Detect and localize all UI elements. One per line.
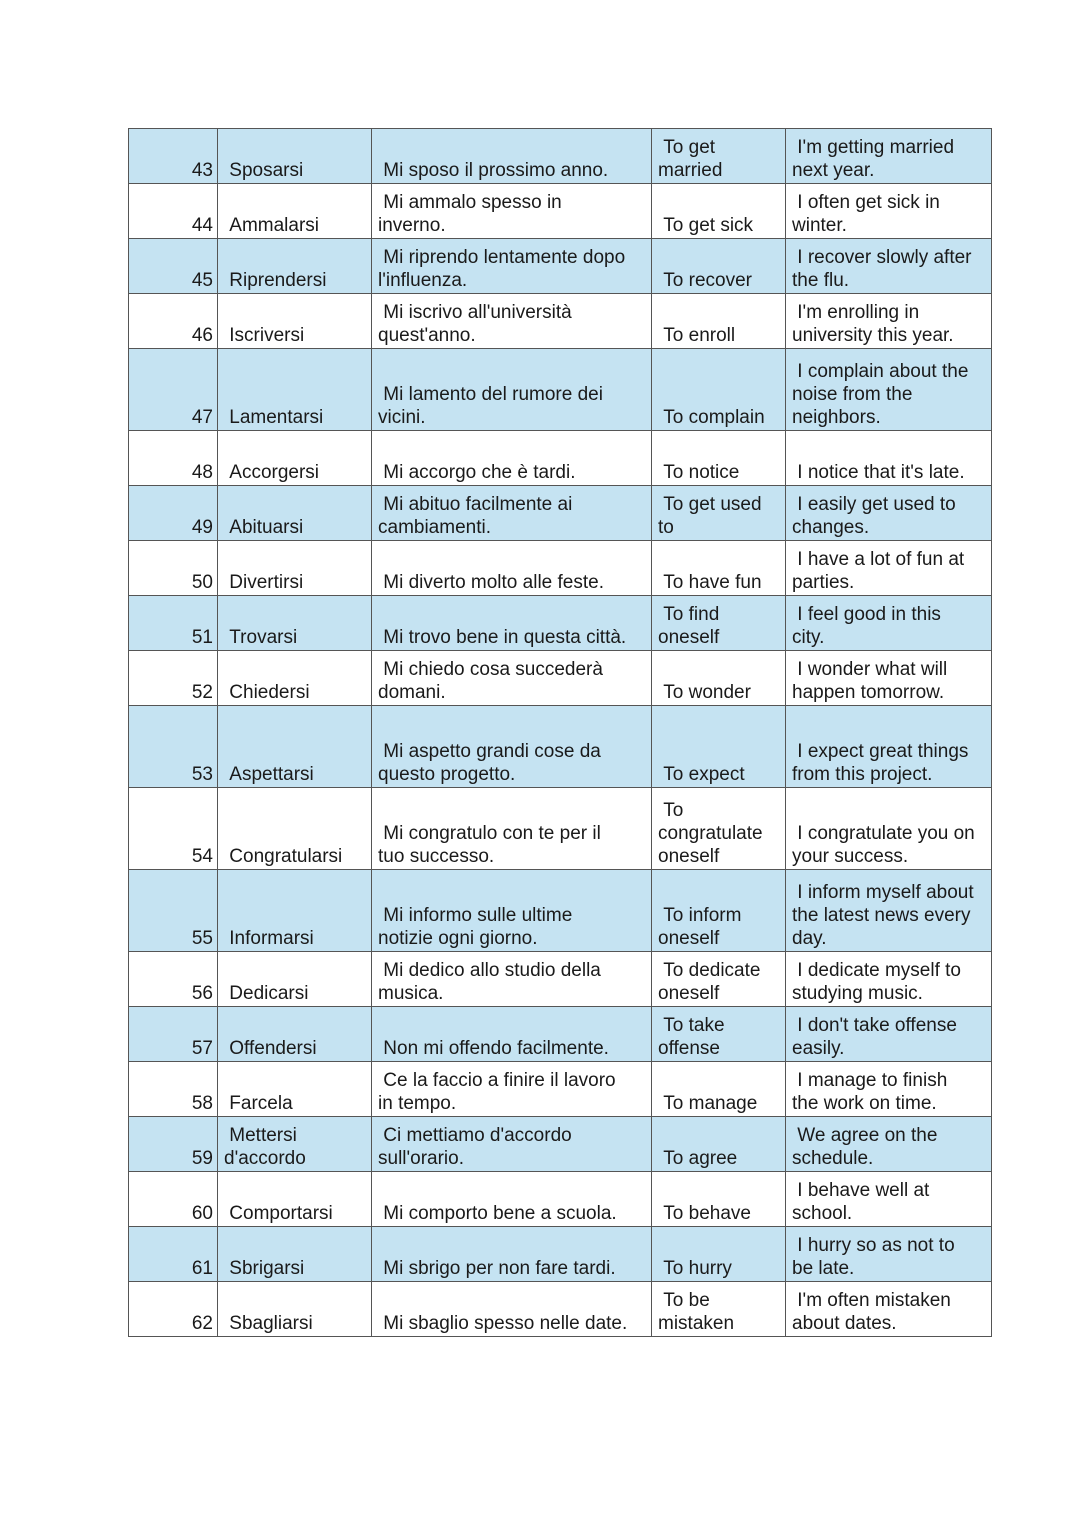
english-meaning: To complain	[652, 349, 786, 431]
english-meaning: To take offense	[652, 1007, 786, 1062]
row-number: 58	[129, 1062, 218, 1117]
row-number: 60	[129, 1172, 218, 1227]
italian-example: Mi sbaglio spesso nelle date.	[372, 1282, 652, 1337]
italian-example: Mi dedico allo studio della musica.	[372, 952, 652, 1007]
row-number: 46	[129, 294, 218, 349]
italian-verb: Accorgersi	[218, 431, 372, 486]
english-meaning: To get used to	[652, 486, 786, 541]
english-translation: I'm often mistaken about dates.	[786, 1282, 992, 1337]
italian-verb: Iscriversi	[218, 294, 372, 349]
english-translation: I inform myself about the latest news every day.	[786, 870, 992, 952]
english-translation: I expect great things from this project.	[786, 706, 992, 788]
row-number: 61	[129, 1227, 218, 1282]
table-row	[129, 788, 992, 870]
italian-verb: Lamentarsi	[218, 349, 372, 431]
english-meaning: To enroll	[652, 294, 786, 349]
english-meaning: To notice	[652, 431, 786, 486]
italian-example: Mi aspetto grandi cose da questo progetto.	[372, 706, 652, 788]
english-meaning: To behave	[652, 1172, 786, 1227]
table-row	[129, 1062, 992, 1117]
english-meaning: To agree	[652, 1117, 786, 1172]
row-number: 59	[129, 1117, 218, 1172]
row-number: 56	[129, 952, 218, 1007]
table-row	[129, 952, 992, 1007]
english-translation: I have a lot of fun at parties.	[786, 541, 992, 596]
italian-example: Mi sposo il prossimo anno.	[372, 129, 652, 184]
english-meaning: To get married	[652, 129, 786, 184]
table-row	[129, 349, 992, 431]
table-row	[129, 184, 992, 239]
italian-example: Mi sbrigo per non fare tardi.	[372, 1227, 652, 1282]
table-row	[129, 129, 992, 184]
english-translation: I recover slowly after the flu.	[786, 239, 992, 294]
english-translation: I wonder what will happen tomorrow.	[786, 651, 992, 706]
english-translation: We agree on the schedule.	[786, 1117, 992, 1172]
italian-example: Mi lamento del rumore dei vicini.	[372, 349, 652, 431]
row-number: 44	[129, 184, 218, 239]
row-number: 43	[129, 129, 218, 184]
english-meaning: To expect	[652, 706, 786, 788]
english-translation: I behave well at school.	[786, 1172, 992, 1227]
english-meaning: To have fun	[652, 541, 786, 596]
english-meaning: To get sick	[652, 184, 786, 239]
italian-example: Mi accorgo che è tardi.	[372, 431, 652, 486]
english-translation: I dedicate myself to studying music.	[786, 952, 992, 1007]
italian-verb: Informarsi	[218, 870, 372, 952]
row-number: 50	[129, 541, 218, 596]
table-row	[129, 596, 992, 651]
italian-example: Mi riprendo lentamente dopo l'influenza.	[372, 239, 652, 294]
row-number: 62	[129, 1282, 218, 1337]
row-number: 47	[129, 349, 218, 431]
table-row	[129, 431, 992, 486]
italian-verb: Sbrigarsi	[218, 1227, 372, 1282]
english-translation: I easily get used to changes.	[786, 486, 992, 541]
italian-example: Mi trovo bene in questa città.	[372, 596, 652, 651]
english-meaning: To congratulate oneself	[652, 788, 786, 870]
english-translation: I complain about the noise from the neighbors.	[786, 349, 992, 431]
english-meaning: To hurry	[652, 1227, 786, 1282]
english-translation: I notice that it's late.	[786, 431, 992, 486]
table-row	[129, 1117, 992, 1172]
italian-verb: Riprendersi	[218, 239, 372, 294]
italian-verb: Aspettarsi	[218, 706, 372, 788]
table-row	[129, 1282, 992, 1337]
row-number: 48	[129, 431, 218, 486]
italian-example: Non mi offendo facilmente.	[372, 1007, 652, 1062]
row-number: 53	[129, 706, 218, 788]
english-meaning: To wonder	[652, 651, 786, 706]
english-translation: I often get sick in winter.	[786, 184, 992, 239]
english-meaning: To find oneself	[652, 596, 786, 651]
row-number: 51	[129, 596, 218, 651]
italian-verb: Congratularsi	[218, 788, 372, 870]
italian-verb: Offendersi	[218, 1007, 372, 1062]
reflexive-verbs-table	[128, 128, 992, 1337]
row-number: 49	[129, 486, 218, 541]
row-number: 55	[129, 870, 218, 952]
italian-verb: Farcela	[218, 1062, 372, 1117]
table-row	[129, 1172, 992, 1227]
table-row	[129, 706, 992, 788]
english-meaning: To manage	[652, 1062, 786, 1117]
table-row	[129, 239, 992, 294]
english-translation: I feel good in this city.	[786, 596, 992, 651]
table-row	[129, 870, 992, 952]
italian-verb: Ammalarsi	[218, 184, 372, 239]
english-meaning: To recover	[652, 239, 786, 294]
italian-example: Mi abituo facilmente ai cambiamenti.	[372, 486, 652, 541]
italian-verb: Abituarsi	[218, 486, 372, 541]
english-translation: I congratulate you on your success.	[786, 788, 992, 870]
italian-verb: Trovarsi	[218, 596, 372, 651]
italian-example: Ce la faccio a finire il lavoro in tempo.	[372, 1062, 652, 1117]
italian-example: Mi diverto molto alle feste.	[372, 541, 652, 596]
table-row	[129, 486, 992, 541]
italian-verb: Dedicarsi	[218, 952, 372, 1007]
english-translation: I manage to finish the work on time.	[786, 1062, 992, 1117]
table-row	[129, 294, 992, 349]
italian-verb: Divertirsi	[218, 541, 372, 596]
italian-verb: Sbagliarsi	[218, 1282, 372, 1337]
italian-example: Mi iscrivo all'università quest'anno.	[372, 294, 652, 349]
english-meaning: To be mistaken	[652, 1282, 786, 1337]
italian-example: Ci mettiamo d'accordo sull'orario.	[372, 1117, 652, 1172]
english-translation: I don't take offense easily.	[786, 1007, 992, 1062]
table-row	[129, 1227, 992, 1282]
table-row	[129, 1007, 992, 1062]
english-translation: I'm enrolling in university this year.	[786, 294, 992, 349]
italian-verb: Mettersi d'accordo	[218, 1117, 372, 1172]
row-number: 52	[129, 651, 218, 706]
row-number: 57	[129, 1007, 218, 1062]
english-translation: I'm getting married next year.	[786, 129, 992, 184]
italian-verb: Sposarsi	[218, 129, 372, 184]
italian-example: Mi chiedo cosa succederà domani.	[372, 651, 652, 706]
italian-example: Mi congratulo con te per il tuo successo.	[372, 788, 652, 870]
english-translation: I hurry so as not to be late.	[786, 1227, 992, 1282]
english-meaning: To dedicate oneself	[652, 952, 786, 1007]
italian-verb: Comportarsi	[218, 1172, 372, 1227]
table-row	[129, 651, 992, 706]
italian-example: Mi comporto bene a scuola.	[372, 1172, 652, 1227]
table-row	[129, 541, 992, 596]
english-meaning: To inform oneself	[652, 870, 786, 952]
row-number: 54	[129, 788, 218, 870]
italian-example: Mi ammalo spesso in inverno.	[372, 184, 652, 239]
table-body	[129, 129, 992, 1337]
italian-verb: Chiedersi	[218, 651, 372, 706]
row-number: 45	[129, 239, 218, 294]
italian-example: Mi informo sulle ultime notizie ogni giorno.	[372, 870, 652, 952]
